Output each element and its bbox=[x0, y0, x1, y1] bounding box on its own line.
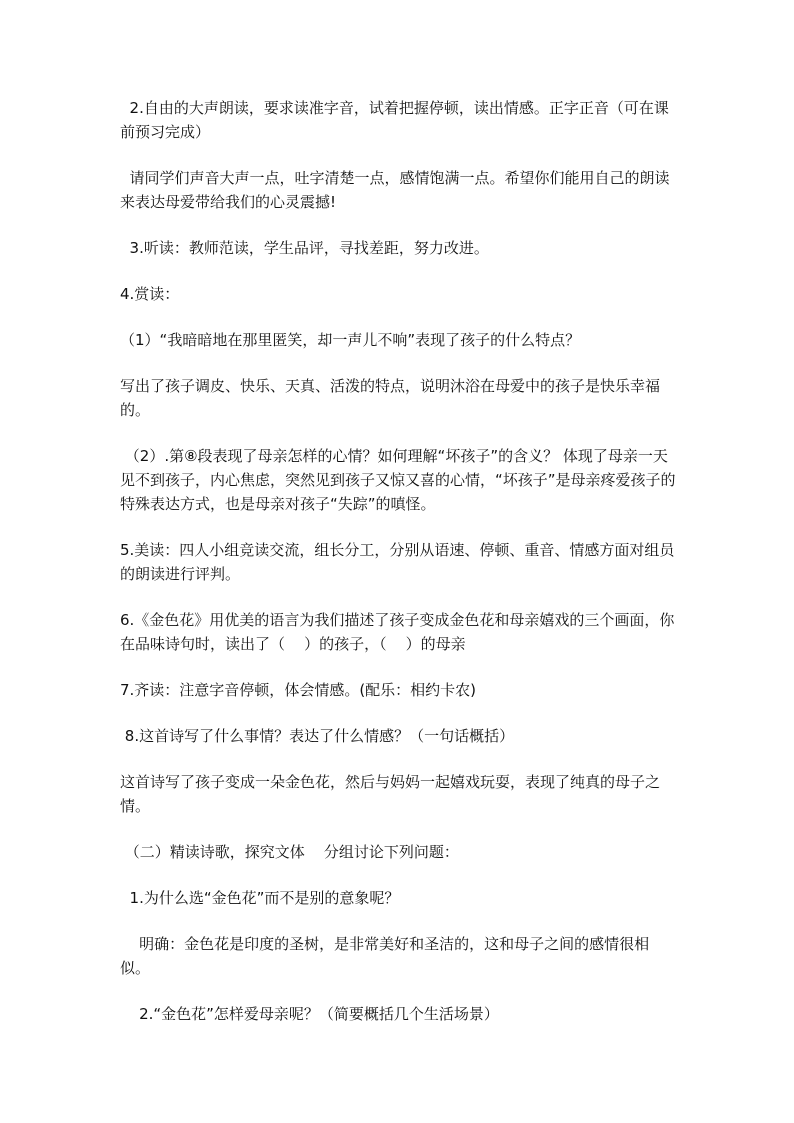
paragraph-answer-1: 写出了孩子调皮、快乐、天真、活泼的特点，说明沐浴在母爱中的孩子是快乐幸福的。 bbox=[120, 377, 661, 419]
paragraph-question-1: （1）“我暗暗地在那里匿笑，却一声儿不响”表现了孩子的什么特点？ bbox=[120, 331, 581, 349]
paragraph-listen-read: 3.听读：教师范读，学生品评，寻找差距，努力改进。 bbox=[120, 239, 489, 257]
document-body bbox=[120, 96, 676, 1026]
paragraph-teacher-request: 请同学们声音大声一点，吐字清楚一点，感情饱满一点。希望你们能用自己的朗读来表达母爱带给我们的心灵震撼! bbox=[120, 169, 670, 211]
paragraph-question-8: 8.这首诗写了什么事情？表达了什么情感？（一句话概括） bbox=[120, 727, 515, 745]
paragraph-read-aloud: 2.自由的大声朗读，要求读准字音，试着把握停顿，读出情感。正字正音（可在课前预习完成） bbox=[120, 99, 669, 141]
paragraph-section-two: （二）精读诗歌，探究文体 分组讨论下列问题： bbox=[120, 843, 459, 861]
paragraph-answer-8: 这首诗写了孩子变成一朵金色花，然后与妈妈一起嬉戏玩耍，表现了纯真的母子之情。 bbox=[120, 773, 661, 815]
paragraph-clarify: 明确：金色花是印度的圣树，是非常美好和圣洁的，这和母子之间的感情很相似。 bbox=[120, 935, 650, 977]
paragraph-beautiful-read: 5.美读：四人小组竞读交流，组长分工，分别从语速、停顿、重音、情感方面对组员的朗读进行评判。 bbox=[120, 541, 675, 583]
paragraph-why-golden-flower: 1.为什么选“金色花”而不是别的意象呢？ bbox=[120, 889, 400, 907]
paragraph-appreciate-heading: 4.赏读： bbox=[120, 285, 180, 303]
paragraph-how-love-mother: 2.“金色花”怎样爱母亲呢？（简要概括几个生活场景） bbox=[120, 1005, 499, 1023]
paragraph-golden-flower: 6.《金色花》用优美的语言为我们描述了孩子变成金色花和母亲嬉戏的三个画面，你在品味诗句时，读出了（ ）的孩子，（ ）的母亲 bbox=[120, 611, 675, 653]
paragraph-chorus-read: 7.齐读：注意字音停顿，体会情感。(配乐：相约卡农) bbox=[120, 681, 477, 699]
paragraph-question-2: （2）.第⑧段表现了母亲怎样的心情？如何理解“坏孩子”的含义？ 体现了母亲一天见不到孩子，内心焦虑，突然见到孩子又惊又喜的心情，“坏孩子”是母亲疼爱孩子的特殊表达方式，也是母亲对孩子“失踪”的嗔怪。 bbox=[120, 447, 676, 513]
